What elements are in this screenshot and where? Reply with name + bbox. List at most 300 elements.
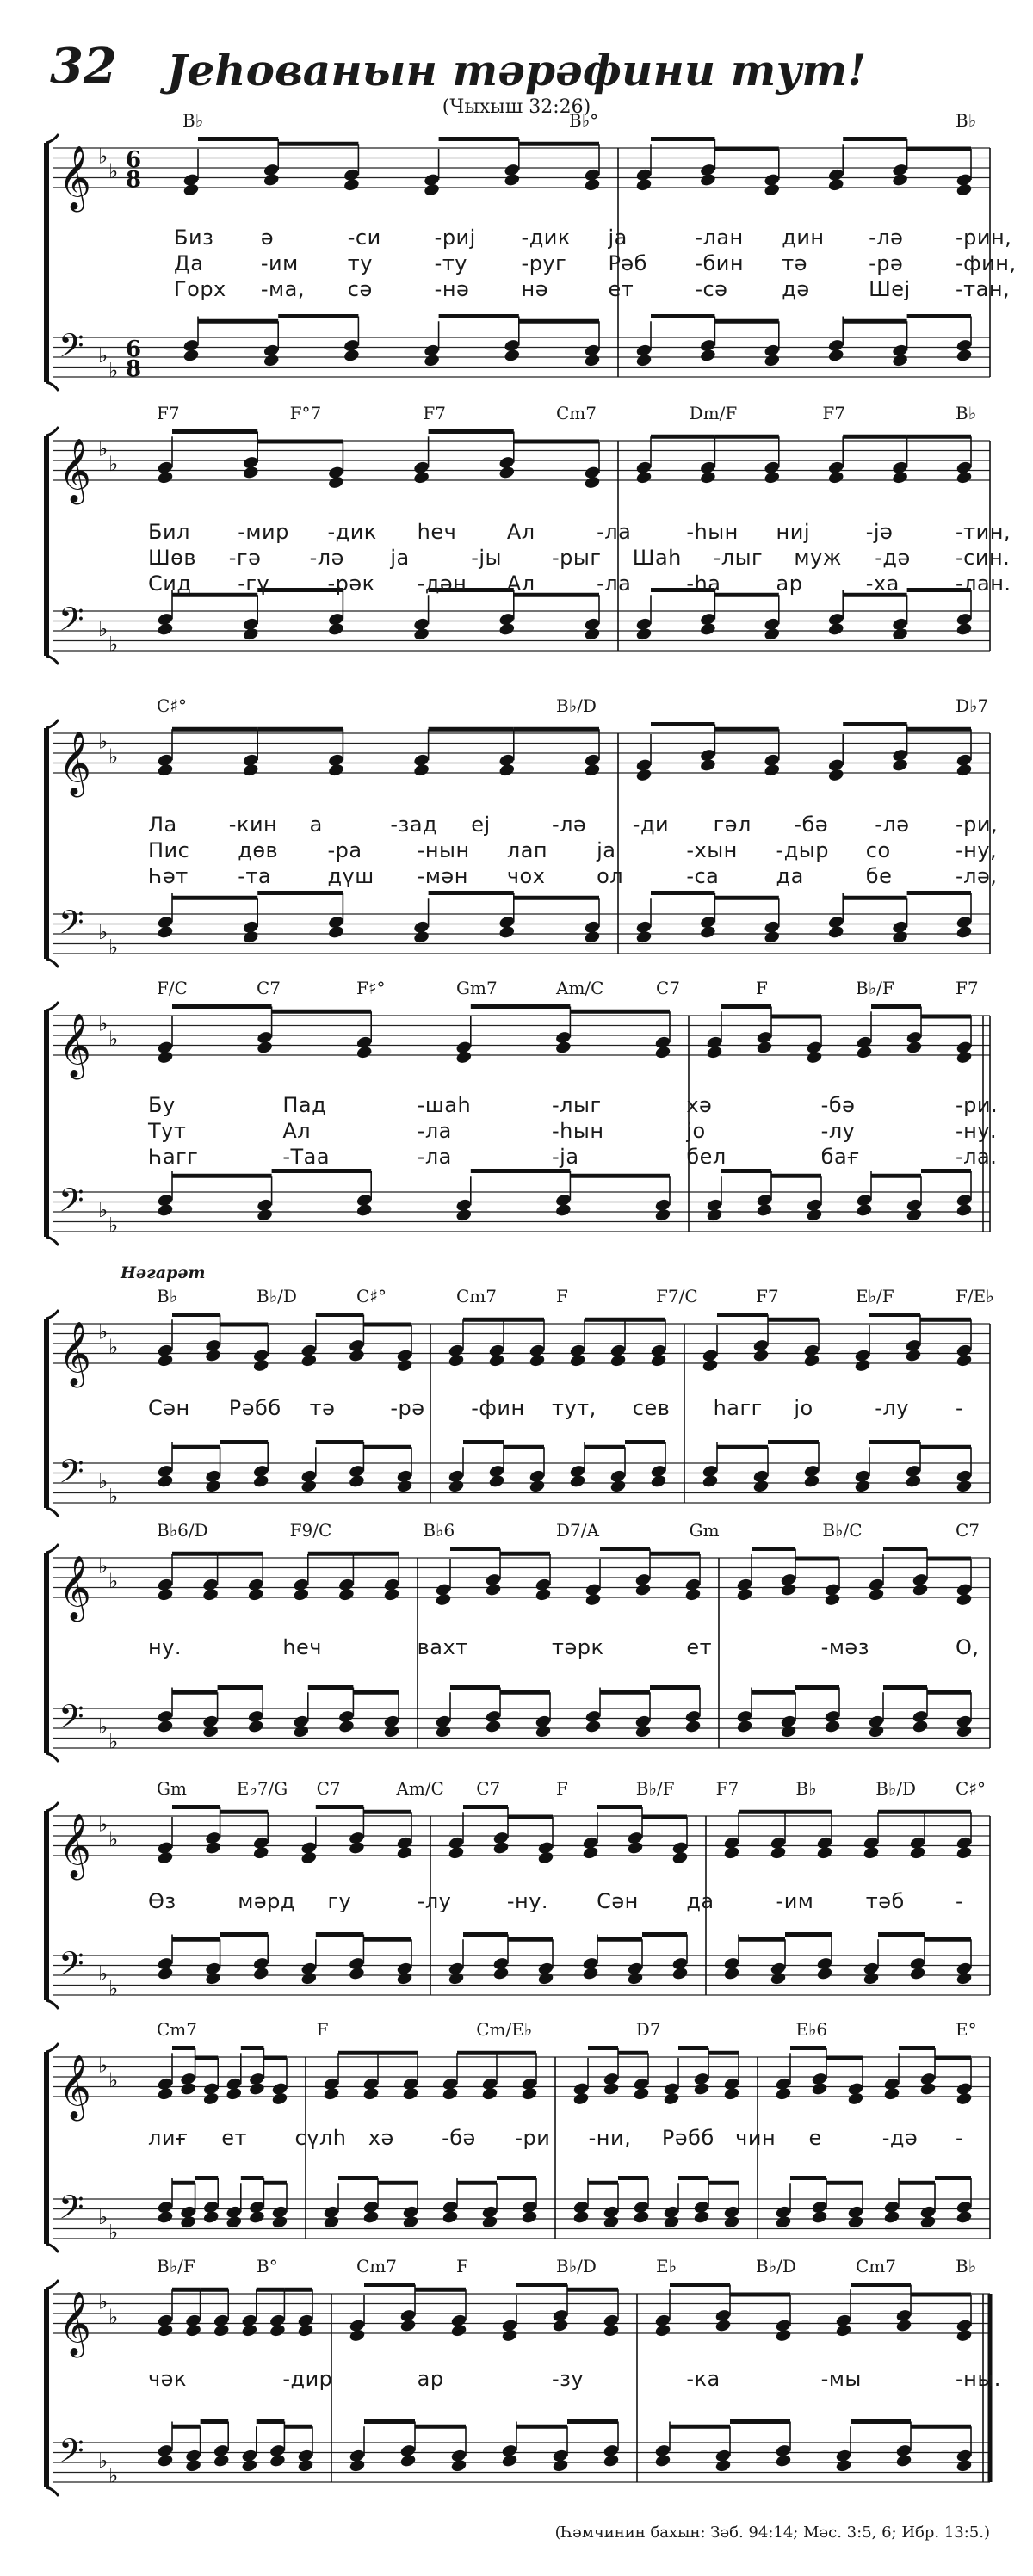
lyric-syllable: -зад: [390, 812, 438, 837]
notehead: [895, 2453, 912, 2468]
lyric-syllable: -јә: [865, 520, 894, 544]
lyric-syllable: -дик: [521, 225, 571, 250]
music-system: [0, 403, 1033, 657]
notehead: [905, 1348, 922, 1362]
lyric-syllable: -ри: [515, 2126, 551, 2150]
key-signature-flat-icon: ♭: [108, 2304, 119, 2329]
notehead: [521, 2209, 538, 2224]
notehead: [185, 2458, 202, 2473]
key-signature-flat-icon: ♭: [98, 2449, 108, 2473]
notehead: [714, 2458, 732, 2473]
notehead: [448, 1971, 465, 1986]
notehead: [297, 2323, 314, 2338]
notehead: [956, 2328, 973, 2343]
notehead: [883, 2209, 900, 2224]
notehead: [413, 930, 430, 944]
notehead: [529, 1353, 546, 1368]
notehead: [868, 1587, 885, 1602]
lyric-syllable: -нә: [434, 277, 470, 301]
lyric-syllable: -лә,: [956, 864, 998, 888]
notehead: [554, 1040, 572, 1054]
notehead: [770, 1971, 787, 1986]
notehead: [736, 1719, 753, 1733]
notehead: [535, 1587, 552, 1602]
lyric-syllable: хә: [686, 1093, 713, 1117]
notehead: [956, 621, 973, 636]
lyric-syllable: сев: [632, 1396, 671, 1420]
notehead: [684, 1719, 702, 1733]
notehead: [635, 768, 653, 782]
notehead: [269, 2453, 286, 2468]
chord-symbol: Cm7: [157, 2019, 197, 2040]
lyric-syllable: -фин: [471, 1396, 525, 1420]
lyric-syllable: тәб: [865, 1889, 905, 1913]
key-signature-flat-icon: ♭: [98, 1198, 108, 1222]
chord-symbol: F: [316, 2019, 329, 2040]
chord-symbol: C7: [316, 1778, 341, 1799]
notehead: [349, 2458, 366, 2473]
song-reference: (Чыхыш 32:26): [442, 96, 591, 118]
notehead: [582, 1966, 599, 1980]
notehead: [252, 1845, 269, 1860]
chord-symbol: C♯°: [157, 695, 187, 716]
notehead: [693, 2209, 710, 2224]
time-signature: 6: [126, 337, 142, 362]
notehead: [883, 2086, 900, 2101]
chord-symbol: C7: [956, 1520, 980, 1541]
notehead: [633, 2086, 650, 2101]
notehead: [892, 470, 909, 485]
notehead: [402, 2215, 419, 2229]
notehead: [529, 1479, 546, 1493]
lyric-syllable: муж: [794, 546, 842, 570]
notehead: [847, 2215, 864, 2229]
notehead: [448, 1353, 465, 1368]
music-system: [0, 110, 1033, 409]
lyric-syllable: дә: [782, 277, 810, 301]
notehead: [552, 2318, 569, 2332]
key-signature-flat-icon: ♭: [98, 617, 108, 641]
notehead: [157, 924, 174, 939]
lyric-syllable: гу: [327, 1889, 352, 1913]
lyric-syllable: -һын: [552, 1119, 604, 1143]
lyric-syllable: а: [309, 812, 323, 837]
notehead: [552, 2458, 569, 2473]
notehead: [348, 1966, 365, 1980]
bass-staff: [53, 1452, 990, 1508]
notehead: [396, 1479, 413, 1493]
notehead: [180, 2215, 197, 2229]
lyric-syllable: -им: [776, 1889, 814, 1913]
notehead: [485, 1719, 502, 1733]
notehead: [806, 1050, 823, 1065]
chord-symbol: B♭/D: [556, 2256, 597, 2276]
notehead: [337, 1587, 355, 1602]
lyric-syllable: -рә: [390, 1396, 425, 1420]
lyric-syllable: еј: [471, 812, 491, 837]
lyric-syllable: ар: [776, 571, 803, 596]
notehead: [569, 1353, 586, 1368]
lyric-syllable: -: [956, 2126, 964, 2150]
lyric-syllable: -Таа: [282, 1145, 331, 1169]
lyric-syllable: ту: [347, 251, 373, 275]
notehead: [202, 2209, 220, 2224]
notehead: [572, 2091, 590, 2106]
notehead: [399, 2453, 417, 2468]
lyric-syllable: -ни,: [588, 2126, 632, 2150]
key-signature-flat-icon: ♭: [108, 1213, 119, 1238]
notehead: [633, 2209, 650, 2224]
notehead: [157, 1050, 174, 1065]
notehead: [650, 1353, 667, 1368]
lyric-syllable: -лу: [875, 1396, 909, 1420]
notehead: [956, 2091, 973, 2106]
notehead: [383, 1587, 400, 1602]
lyric-syllable: ниј: [776, 520, 811, 544]
notehead: [584, 475, 601, 490]
key-signature-flat-icon: ♭: [108, 632, 119, 657]
chord-symbol: F7/C: [656, 1286, 698, 1307]
notehead: [714, 2318, 732, 2332]
lyric-syllable: Пад: [282, 1093, 327, 1117]
chord-symbol: B♭: [956, 403, 977, 423]
notehead: [584, 177, 601, 192]
lyric-syllable: -: [956, 1396, 964, 1420]
notehead: [572, 2209, 590, 2224]
notehead: [956, 1050, 973, 1065]
notehead: [919, 2215, 937, 2229]
notehead: [764, 470, 781, 485]
chord-symbol: B♭/D: [556, 695, 597, 716]
music-system: [0, 2256, 1033, 2488]
treble-staff: [53, 1320, 990, 1389]
lyric-syllable: тут,: [552, 1396, 597, 1420]
notehead: [603, 2453, 620, 2468]
notehead: [863, 1845, 880, 1860]
notehead: [442, 2086, 459, 2101]
notehead: [271, 2091, 288, 2106]
song-title: Јеһованын тәрәфини тут!: [166, 45, 867, 96]
notehead: [492, 1966, 510, 1980]
lyric-syllable: -ла: [597, 520, 632, 544]
notehead: [399, 2318, 417, 2332]
notehead: [157, 2086, 174, 2101]
lyric-syllable: -сә: [695, 277, 728, 301]
lyric-syllable: -рәк: [327, 571, 375, 596]
lyric-syllable: -мән: [417, 864, 468, 888]
notehead: [257, 1208, 274, 1222]
lyric-syllable: ја: [597, 838, 616, 862]
key-signature-flat-icon: ♭: [108, 935, 119, 960]
treble-clef-icon: 𝄞: [59, 439, 91, 503]
chord-symbol: F: [756, 978, 768, 998]
bass-staff: [53, 1944, 990, 2000]
notehead: [634, 1724, 652, 1739]
chord-symbol: E♭6: [795, 2019, 828, 2040]
notehead: [956, 1845, 973, 1860]
lyric-syllable: -дә: [881, 2126, 919, 2150]
notehead: [654, 2453, 671, 2468]
notehead: [349, 2328, 366, 2343]
lyric-syllable: -ка: [686, 2367, 721, 2391]
notehead: [764, 182, 781, 197]
chord-symbol: B♭: [157, 1286, 178, 1307]
lyric-syllable: -си: [347, 225, 381, 250]
key-signature-flat-icon: ♭: [98, 1554, 108, 1578]
lyric-syllable: -мир: [238, 520, 289, 544]
notehead: [157, 470, 174, 485]
lyric-syllable: һагг: [713, 1396, 763, 1420]
key-signature-flat-icon: ♭: [108, 2220, 119, 2245]
lyric-syllable: -лан: [695, 225, 744, 250]
bass-clef-icon: 𝄢: [59, 902, 84, 949]
chord-symbol: C7: [476, 1778, 501, 1799]
lyric-syllable: Рәб: [608, 251, 647, 275]
notehead: [492, 1840, 510, 1855]
treble-staff: [53, 437, 990, 506]
notehead: [300, 1971, 318, 1986]
notehead: [775, 2215, 792, 2229]
notehead: [854, 1358, 871, 1373]
notehead: [488, 1473, 505, 1488]
key-signature-flat-icon: ♭: [98, 2205, 108, 2229]
notehead: [909, 1966, 926, 1980]
lyric-syllable: -син.: [956, 546, 1011, 570]
chord-symbol: F9/C: [289, 1520, 332, 1541]
lyric-syllable: -рә: [869, 251, 904, 275]
lyric-syllable: Ал: [506, 571, 535, 596]
notehead: [337, 1719, 355, 1733]
notehead: [824, 1592, 841, 1607]
bass-clef-icon: 𝄢: [59, 599, 84, 646]
notehead: [448, 1479, 465, 1493]
notehead: [157, 2209, 174, 2224]
notehead: [157, 1850, 174, 1865]
lyric-syllable: лиғ: [148, 2126, 189, 2150]
treble-staff: [53, 730, 990, 799]
notehead: [635, 627, 653, 641]
lyric-syllable: дөв: [238, 838, 279, 862]
lyric-syllable: ет: [686, 1635, 713, 1659]
chord-symbol: Cm7: [456, 1286, 497, 1307]
chord-symbol: Dm/F: [689, 403, 738, 423]
notehead: [537, 1971, 554, 1986]
lyric-syllable: Өз: [148, 1889, 176, 1913]
notehead: [693, 2081, 710, 2096]
key-signature-flat-icon: ♭: [98, 1714, 108, 1739]
notehead: [627, 1840, 644, 1855]
notehead: [348, 1348, 365, 1362]
chord-symbol: E°: [956, 2019, 977, 2040]
notehead: [413, 627, 430, 641]
notehead: [603, 2081, 620, 2096]
lyric-syllable: -лә: [869, 225, 904, 250]
lyric-syllable: -бин: [695, 251, 745, 275]
notehead: [205, 1348, 222, 1362]
notehead: [956, 763, 973, 777]
lyric-syllable: -ны.: [956, 2367, 1001, 2391]
notehead: [498, 763, 516, 777]
notehead: [300, 1850, 318, 1865]
notehead: [584, 353, 601, 368]
notehead: [263, 172, 280, 187]
notehead: [481, 2215, 498, 2229]
treble-clef-icon: 𝄞: [59, 732, 91, 795]
lyric-syllable: Һагг: [148, 1145, 199, 1169]
bass-clef-icon: 𝄢: [59, 325, 84, 373]
lyric-syllable: да: [686, 1889, 714, 1913]
lyric-syllable: Сән: [148, 1396, 190, 1420]
notehead: [702, 1358, 719, 1373]
bass-staff: [53, 1181, 990, 1237]
lyric-syllable: сүлһ: [294, 2126, 347, 2150]
lyric-syllable: -са: [686, 864, 720, 888]
chord-symbol: C7: [257, 978, 281, 998]
time-signature: 8: [126, 167, 142, 193]
notehead: [157, 1966, 174, 1980]
notehead: [956, 1202, 973, 1217]
lyric-syllable: дүш: [327, 864, 374, 888]
notehead: [213, 2323, 230, 2338]
treble-clef-icon: 𝄞: [59, 2292, 91, 2356]
notehead: [362, 2209, 380, 2224]
staff-system-drawing: [0, 1291, 1033, 1509]
key-signature-flat-icon: ♭: [98, 2053, 108, 2078]
notehead: [699, 621, 716, 636]
lyric-syllable: чох: [506, 864, 546, 888]
staff-system-drawing: [0, 1782, 1033, 2001]
lyric-syllable: -һын: [686, 520, 739, 544]
key-signature-flat-icon: ♭: [108, 1026, 119, 1051]
chord-symbol: Cm/E♭: [476, 2019, 533, 2040]
key-signature-flat-icon: ♭: [108, 2463, 119, 2488]
lyric-syllable: ә: [260, 225, 275, 250]
notehead: [242, 930, 259, 944]
chord-symbol: B♭/D: [756, 2256, 796, 2276]
notehead: [327, 763, 344, 777]
notehead: [450, 2458, 467, 2473]
notehead: [635, 930, 653, 944]
notehead: [327, 621, 344, 636]
notehead: [569, 1473, 586, 1488]
key-signature-flat-icon: ♭: [98, 436, 108, 461]
notehead: [868, 1724, 885, 1739]
lyric-syllable: -им: [260, 251, 299, 275]
chord-symbol: F7: [157, 403, 180, 423]
key-signature-flat-icon: ♭: [98, 144, 108, 169]
notehead: [892, 353, 909, 368]
lyric-syllable: -руг: [521, 251, 567, 275]
chord-symbol: E♭7/G: [236, 1778, 288, 1799]
notehead: [157, 1202, 174, 1217]
chord-symbol: B♭: [956, 110, 977, 131]
notehead: [396, 1358, 413, 1373]
notehead: [182, 348, 200, 362]
chord-symbol: Gm: [157, 1778, 187, 1799]
notehead: [824, 1719, 841, 1733]
notehead: [906, 1040, 923, 1054]
notehead: [723, 2215, 740, 2229]
key-signature-flat-icon: ♭: [108, 358, 119, 383]
notehead: [854, 1479, 871, 1493]
notehead: [654, 1208, 671, 1222]
lyric-syllable: со: [865, 838, 891, 862]
notehead: [226, 2215, 243, 2229]
notehead: [635, 353, 653, 368]
notehead: [202, 1587, 220, 1602]
chord-symbol: B♭°: [569, 110, 599, 131]
lyric-syllable: бе: [865, 864, 893, 888]
notehead: [242, 627, 259, 641]
lyric-syllable: -дыр: [776, 838, 829, 862]
notehead: [226, 2086, 243, 2101]
notehead: [912, 1582, 929, 1597]
notehead: [956, 2209, 973, 2224]
notehead: [584, 930, 601, 944]
music-system: [0, 2019, 1033, 2245]
notehead: [723, 1966, 740, 1980]
notehead: [699, 924, 716, 939]
notehead: [912, 1719, 929, 1733]
notehead: [654, 1045, 671, 1059]
treble-clef-icon: 𝄞: [59, 2055, 91, 2119]
notehead: [157, 1473, 174, 1488]
lyric-syllable: -дән: [417, 571, 467, 596]
notehead: [627, 1971, 644, 1986]
chord-symbol: F: [556, 1286, 568, 1307]
notehead: [775, 2086, 792, 2101]
lyric-syllable: сә: [347, 277, 373, 301]
key-signature-flat-icon: ♭: [108, 2067, 119, 2092]
notehead: [356, 1202, 373, 1217]
notehead: [956, 1353, 973, 1368]
chord-symbol: B♭/F: [635, 1778, 675, 1799]
notehead: [756, 1202, 773, 1217]
notehead: [248, 2209, 265, 2224]
notehead: [257, 1040, 274, 1054]
notehead: [362, 2086, 380, 2101]
key-signature-flat-icon: ♭: [98, 920, 108, 944]
chord-symbol: B♭6: [423, 1520, 455, 1541]
notehead: [603, 2215, 620, 2229]
notehead: [780, 1724, 797, 1739]
lyric-syllable: Сид: [148, 571, 192, 596]
notehead: [634, 1582, 652, 1597]
chord-symbol: F7: [715, 1778, 739, 1799]
notehead: [764, 763, 781, 777]
lyric-syllable: ја: [390, 546, 410, 570]
notehead: [699, 470, 716, 485]
scripture-references: (Һәмчинин бахын: Зәб. 94:14; Мәс. 3:5, 6; Ибр. 13:5.): [554, 2523, 990, 2542]
key-signature-flat-icon: ♭: [108, 1826, 119, 1851]
notehead: [863, 1971, 880, 1986]
lyric-syllable: вахт: [417, 1635, 468, 1659]
notehead: [847, 2091, 864, 2106]
notehead: [435, 1724, 452, 1739]
notehead: [699, 348, 716, 362]
bass-clef-icon: 𝄢: [59, 2431, 84, 2478]
notehead: [909, 1845, 926, 1860]
lyric-syllable: Шеј: [869, 277, 911, 301]
notehead: [501, 2328, 518, 2343]
notehead: [827, 924, 844, 939]
bass-clef-icon: 𝄢: [59, 1696, 84, 1744]
chord-symbol: B♭: [956, 2256, 977, 2276]
notehead: [816, 1845, 833, 1860]
notehead: [488, 1353, 505, 1368]
notehead: [435, 1592, 452, 1607]
lyric-syllable: -ри.: [956, 1093, 999, 1117]
